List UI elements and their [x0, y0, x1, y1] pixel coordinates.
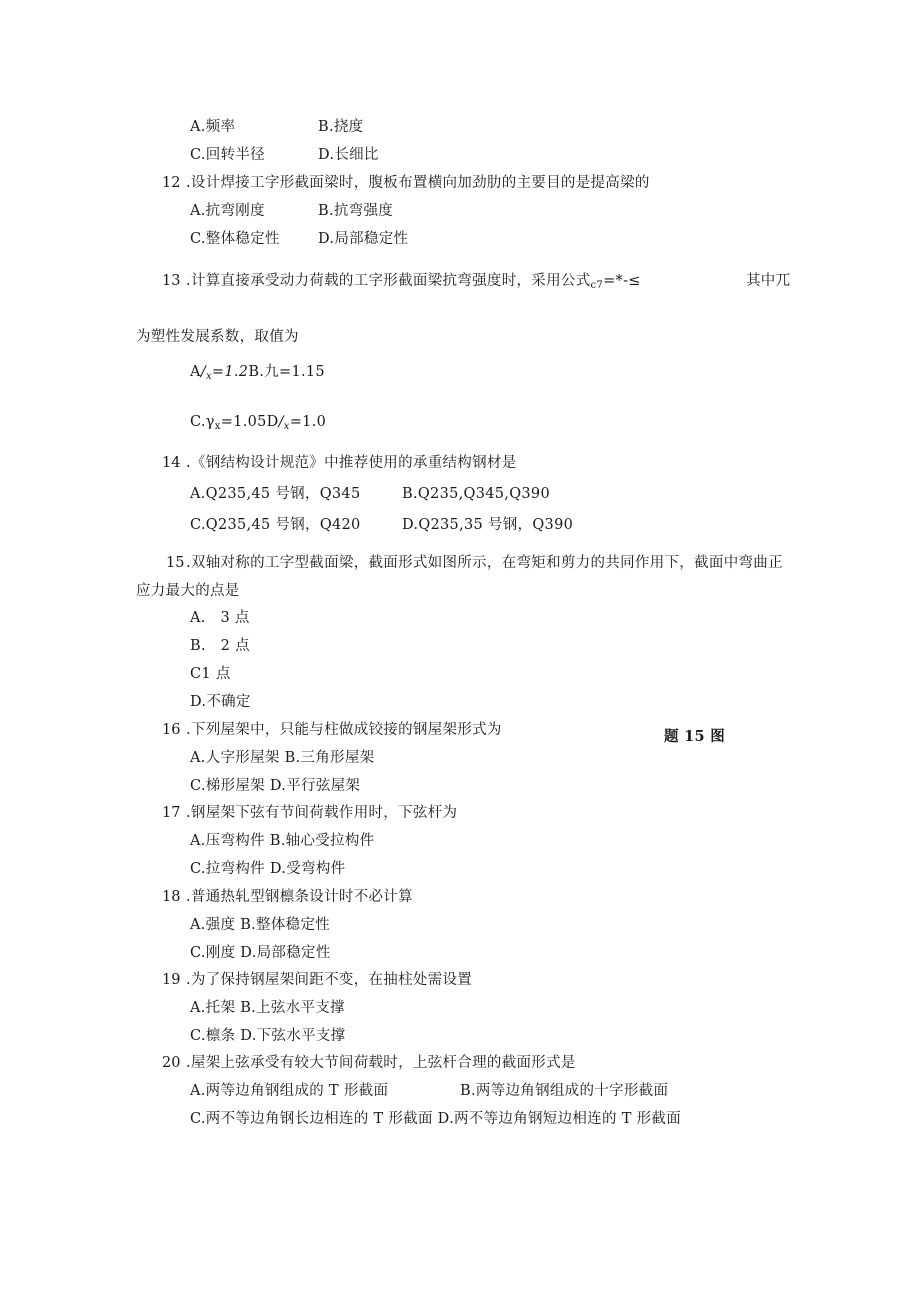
q12-number: 12 [162, 175, 181, 191]
q20-stem: .屋架上弦承受有较大节间荷载时，上弦杆合理的截面形式是 [186, 1055, 576, 1071]
q18-stem: .普通热轧型钢檩条设计时不必计算 [186, 889, 413, 905]
q19-number: 19 [162, 972, 181, 988]
q18-number: 18 [162, 889, 181, 905]
q18-options-ab: A.强度 B.整体稳定性 [190, 917, 331, 933]
q14-option-b: B.Q235,Q345,Q390 [402, 486, 550, 502]
q13-formula: =*-≤ [603, 273, 641, 289]
q16-options-cd: C.梯形屋架 D.平行弦屋架 [190, 778, 361, 794]
q14-option-d: D.Q235,35 号钢，Q390 [402, 517, 574, 533]
q20-option-a: A.两等边角钢组成的 T 形截面 [190, 1083, 389, 1099]
q19-options-cd: C.檩条 D.下弦水平支撑 [190, 1028, 346, 1044]
q13-option-a-sub: x [205, 371, 212, 382]
q19-stem: .为了保持钢屋架间距不变，在抽柱处需设置 [186, 972, 473, 988]
q13-option-a-gamma: ∕ [200, 364, 206, 380]
q13-options-ab [190, 363, 325, 386]
q18-options-cd: C.刚度 D.局部稳定性 [190, 945, 331, 961]
q14-stem: .《钢结构设计规范》中推荐使用的承重结构钢材是 [186, 455, 517, 471]
q12-option-b: B.抗弯强度 [318, 203, 394, 219]
q13-stem-text: .计算直接承受动力荷载的工字形截面梁抗弯强度时，采用公式 [186, 273, 591, 289]
q11-option-a: A.频率 [190, 119, 236, 135]
q14-option-a: A.Q235,45 号钢，Q345 [190, 486, 361, 502]
q12-option-a: A.抗弯刚度 [190, 203, 265, 219]
q13-option-c-label: C.γ [190, 414, 215, 430]
q17-options-cd: C.拉弯构件 D.受弯构件 [190, 861, 346, 877]
q13-options-cd [190, 413, 326, 436]
q15-stem-cont: 应力最大的点是 [136, 583, 240, 599]
q13-option-c-sub: x [214, 421, 221, 432]
q13-option-d-gamma: ∕ [278, 414, 284, 430]
q13-option-d-value: =1.0 [289, 414, 327, 430]
q20-option-b: B.两等边角钢组成的十字形截面 [460, 1083, 669, 1099]
q17-stem: .钢屋架下弦有节间荷载作用时，下弦杆为 [186, 805, 458, 821]
q15-option-c: C1 点 [190, 666, 231, 682]
q13-option-d-sub: x [283, 421, 290, 432]
q13-option-a-value: =1.2 [211, 364, 249, 380]
q12-stem: .设计焊接工字形截面梁时，腹板布置横向加劲肋的主要目的是提高梁的 [186, 175, 650, 191]
q15-number: 15 [166, 555, 185, 571]
q12-option-d: D.局部稳定性 [318, 231, 409, 247]
q14-option-c: C.Q235,45 号钢，Q420 [190, 517, 361, 533]
q11-option-b: B.挠度 [318, 119, 364, 135]
q20-options-cd: C.两不等边角钢长边相连的 T 形截面 D.两不等边角钢短边相连的 T 形截面 [190, 1111, 681, 1127]
q14-number: 14 [162, 455, 181, 471]
q16-options-ab: A.人字形屋架 B.三角形屋架 [190, 750, 375, 766]
q12-option-c: C.整体稳定性 [190, 231, 280, 247]
q15-option-b: B. 2 点 [190, 638, 250, 654]
q16-number: 16 [162, 722, 181, 738]
q17-number: 17 [162, 805, 181, 821]
q19-options-ab: A.托架 B.上弦水平支撑 [190, 1000, 345, 1016]
q15-option-a: A. 3 点 [190, 610, 250, 626]
q13-number: 13 [162, 273, 181, 289]
q15-stem: .双轴对称的工字型截面梁，截面形式如图所示，在弯矩和剪力的共同作用下，截面中弯曲正 [186, 555, 783, 571]
q17-options-ab: A.压弯构件 B.轴心受拉构件 [190, 833, 375, 849]
q11-option-d: D.长细比 [318, 147, 379, 163]
q11-option-c: C.回转半径 [190, 147, 265, 163]
q13-stem-cont: 为塑性发展系数，取值为 [136, 329, 299, 345]
q15-option-d: D.不确定 [190, 694, 251, 710]
q13-option-c-value: =1.05D [220, 414, 279, 430]
q13-option-a-label: A [190, 364, 201, 380]
q13-option-b: B.九=1.15 [248, 364, 325, 380]
q13-formula-sub: c7 [590, 280, 604, 291]
q13-stem-tail: 其中兀 [746, 273, 791, 289]
q15-figure-caption: 题 15 图 [664, 728, 726, 745]
q13-stem [186, 272, 641, 295]
q16-stem: .下列屋架中，只能与柱做成铰接的钢屋架形式为 [186, 722, 502, 738]
q20-number: 20 [162, 1055, 181, 1071]
